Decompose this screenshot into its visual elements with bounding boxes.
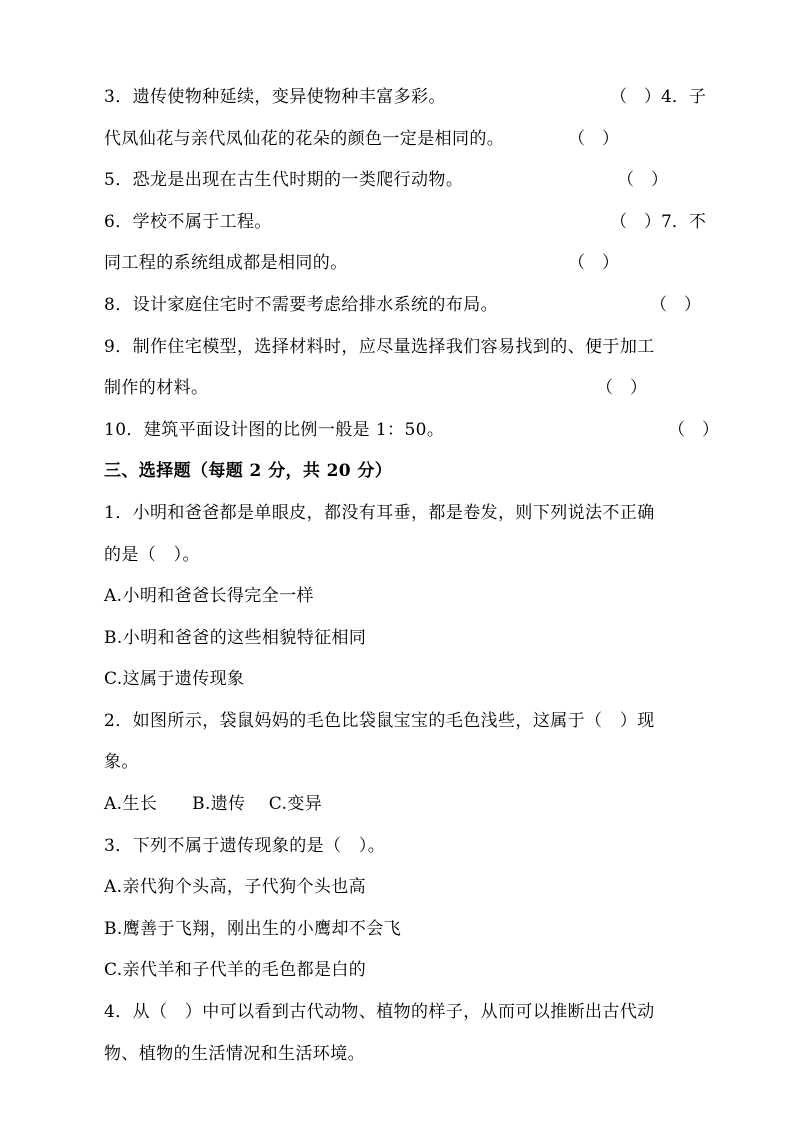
judge-question-5: 5．恐龙是出现在古生代时期的一类爬行动物。 (104, 170, 464, 190)
choice-options-2[interactable]: A.生长 B.遗传 C.变异 (104, 794, 323, 814)
judge-answer-bracket-5[interactable]: （ ） (617, 170, 668, 190)
choice-question-2-continued: 象。 (104, 752, 139, 772)
judge-answer-bracket-8[interactable]: （ ） (650, 295, 701, 315)
judge-answer-bracket-6[interactable]: （ ）7．不 (610, 212, 706, 232)
choice-option-3b[interactable]: B.鹰善于飞翔，刚出生的小鹰却不会飞 (104, 919, 402, 939)
judge-question-10: 10．建筑平面设计图的比例一般是 1：50。 (104, 420, 445, 440)
choice-question-3: 3．下列不属于遗传现象的是（ ）。 (104, 836, 386, 856)
choice-option-1a[interactable]: A.小明和爸爸长得完全一样 (104, 586, 314, 606)
judge-answer-bracket-3[interactable]: （ ）4．子 (610, 87, 706, 107)
judge-question-3: 3．遗传使物种延续，变异使物种丰富多彩。 (104, 87, 446, 107)
choice-question-2: 2．如图所示，袋鼠妈妈的毛色比袋鼠宝宝的毛色浅些，这属于（ ）现 (104, 711, 655, 731)
choice-question-1-continued: 的是（ ）。 (104, 545, 200, 565)
choice-question-4-continued: 物、植物的生活情况和生活环境。 (104, 1044, 365, 1064)
judge-question-6: 6．学校不属于工程。 (104, 212, 272, 232)
judge-answer-bracket-10[interactable]: （ ） (668, 420, 719, 440)
judge-question-9: 9．制作住宅模型，选择材料时，应尽量选择我们容易找到的、便于加工 (104, 337, 655, 357)
judge-question-8: 8．设计家庭住宅时不需要考虑给排水系统的布局。 (104, 295, 499, 315)
choice-question-1: 1．小明和爸爸都是单眼皮，都没有耳垂，都是卷发，则下列说法不正确 (104, 503, 655, 523)
judge-question-9-continued: 制作的材料。 (104, 378, 209, 398)
choice-question-4: 4．从（ ）中可以看到古代动物、植物的样子，从而可以推断出古代动 (104, 1002, 655, 1022)
choice-option-3a[interactable]: A.亲代狗个头高，子代狗个头也高 (104, 877, 367, 897)
judge-answer-bracket-7[interactable]: （ ） (568, 253, 619, 273)
judge-question-4: 代凤仙花与亲代凤仙花的花朵的颜色一定是相同的。 (104, 129, 505, 149)
choice-option-3c[interactable]: C.亲代羊和子代羊的毛色都是白的 (104, 960, 367, 980)
choice-option-1c[interactable]: C.这属于遗传现象 (104, 669, 245, 689)
section-heading-choice: 三、选择题（每题 2 分，共 20 分） (104, 461, 393, 481)
choice-option-1b[interactable]: B.小明和爸爸的这些相貌特征相同 (104, 628, 367, 648)
judge-question-7: 同工程的系统组成都是相同的。 (104, 253, 348, 273)
judge-answer-bracket-9[interactable]: （ ） (596, 378, 647, 398)
judge-answer-bracket-4[interactable]: （ ） (568, 129, 619, 149)
